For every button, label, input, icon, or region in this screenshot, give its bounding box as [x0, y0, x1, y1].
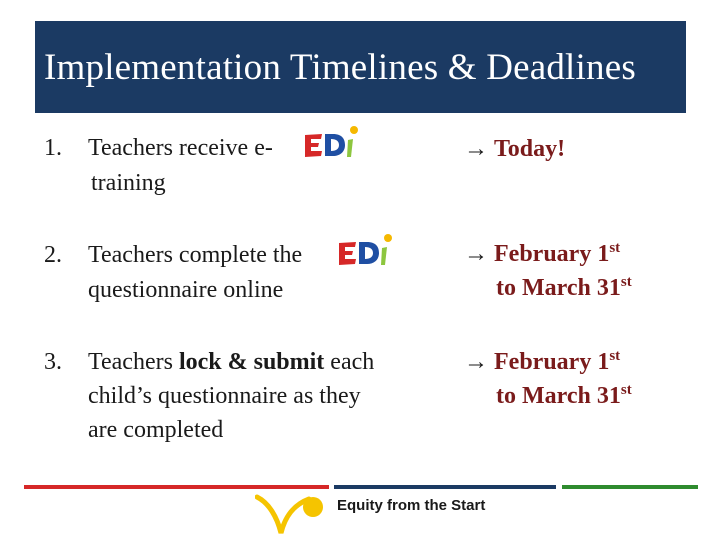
- arrow-icon: →: [464, 349, 488, 375]
- arrow-icon: →: [464, 241, 488, 267]
- slide-title: Implementation Timelines & Deadlines: [44, 46, 636, 88]
- item-text-line2: child’s questionnaire as they: [88, 383, 361, 409]
- arrow-icon: →: [464, 136, 488, 162]
- due-start: February 1: [494, 349, 610, 375]
- edi-logo-icon: [336, 233, 394, 269]
- item-text: Teachers complete the: [88, 242, 303, 268]
- item-text-end: each: [324, 349, 375, 375]
- item-text-line3: are completed: [88, 417, 224, 443]
- footer-tagline: Equity from the Start: [337, 497, 486, 514]
- item-text-continuation: questionnaire online: [88, 277, 284, 303]
- due-start-suffix: st: [609, 240, 621, 256]
- title-bar: [35, 21, 686, 113]
- footer-divider: [24, 485, 698, 489]
- item-number: 3.: [44, 349, 62, 375]
- item-text: [88, 346, 374, 379]
- due-start-suffix: st: [609, 348, 621, 364]
- equity-logo-icon: [255, 487, 330, 535]
- footer-line-navy: [334, 485, 556, 489]
- due-start: February 1: [494, 241, 610, 267]
- edi-logo-icon: [302, 125, 360, 161]
- item-text-start: Teachers: [88, 349, 179, 375]
- item-text-bold: lock & submit: [178, 349, 325, 375]
- due-end-text: to March 31: [496, 275, 621, 301]
- due-end-suffix: st: [620, 274, 632, 290]
- due-end: [496, 379, 632, 413]
- item-text-continuation: training: [91, 170, 166, 196]
- due-end-text: to March 31: [496, 383, 621, 409]
- due-end: [496, 271, 632, 305]
- item-number: 2.: [44, 242, 62, 268]
- due-date-1: [464, 132, 565, 166]
- item-number: 1.: [44, 135, 62, 161]
- due-date-3: [464, 345, 632, 409]
- due-end-suffix: st: [620, 382, 632, 398]
- footer-line-green: [562, 485, 698, 489]
- due-text: Today!: [494, 136, 566, 162]
- due-date-2: [464, 237, 632, 301]
- item-text: Teachers receive e-: [88, 135, 273, 161]
